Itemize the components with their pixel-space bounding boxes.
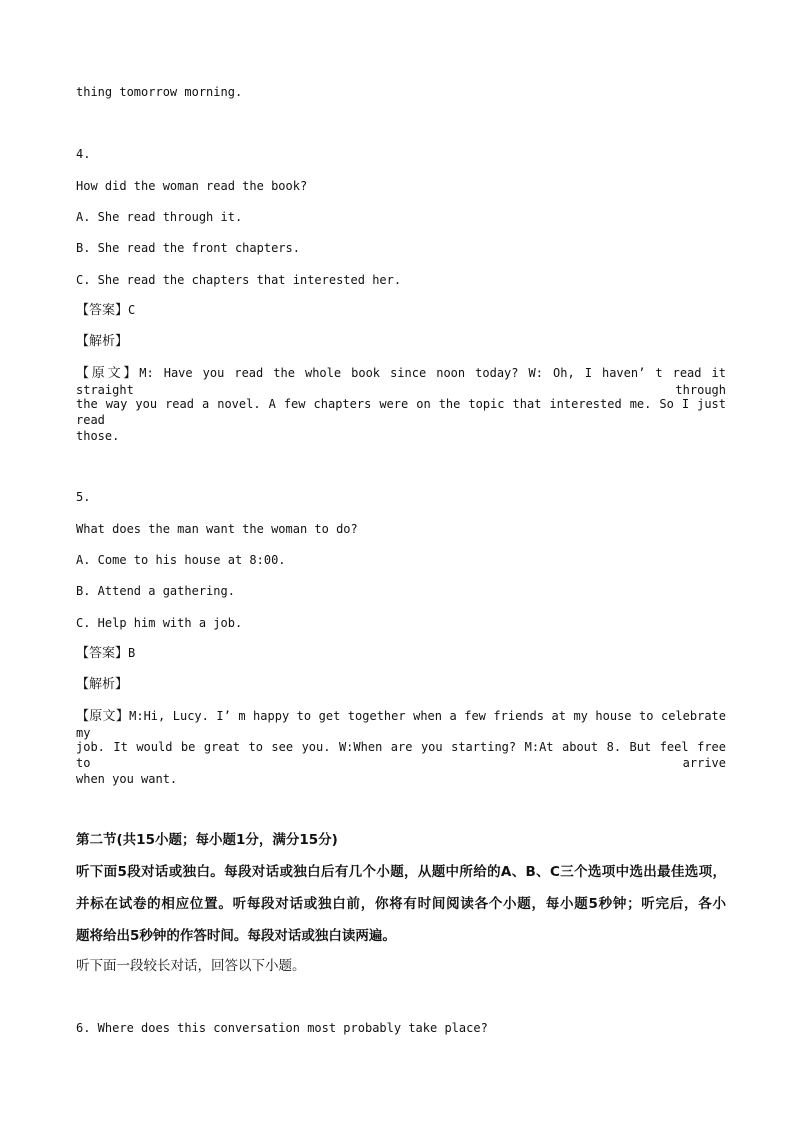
- question-4-analysis: [76, 333, 128, 350]
- script-text: M: Have you read the whole book since noon today? W: Oh, I haven’ t read it straight through: [76, 366, 726, 397]
- question-5-option-b: B. Attend a gathering.: [76, 584, 235, 598]
- question-5-script-line-1: [76, 708, 726, 741]
- question-4-script-line-3: those.: [76, 429, 120, 443]
- question-4-option-a: A. She read through it.: [76, 210, 243, 224]
- question-5-text: What does the man want the woman to do?: [76, 522, 358, 536]
- section-instructions-line-1: 听下面5段对话或独白。每段对话或独白后有几个小题，从题中所给的A、B、C三个选项中选出最佳选项，: [76, 864, 726, 880]
- question-5-option-a: A. Come to his house at 8:00.: [76, 553, 286, 567]
- question-4-text: How did the woman read the book?: [76, 179, 308, 193]
- section-instructions-line-2: 并标在试卷的相应位置。听每段对话或独白前，你将有时间阅读各个小题，每小题5秒钟；听完后，各小: [76, 896, 726, 912]
- script-tag: 【原文】: [76, 366, 140, 381]
- script-tag: 【原文】: [76, 709, 130, 724]
- question-5-number: 5.: [76, 490, 91, 504]
- answer-tag: 【答案】: [76, 303, 129, 318]
- question-4-script-line-1: [76, 365, 726, 398]
- answer-value: B: [128, 646, 136, 660]
- question-5-script-line-3: when you want.: [76, 772, 178, 786]
- carry-over-text: thing tomorrow morning.: [76, 85, 243, 99]
- question-4-answer: [76, 302, 135, 319]
- section-sub-instructions: 听下面一段较长对话，回答以下小题。: [76, 958, 306, 974]
- answer-value: C: [128, 303, 136, 317]
- section-title: 第二节(共15小题；每小题1分，满分15分): [76, 832, 338, 848]
- analysis-tag: 【解析】: [76, 677, 129, 692]
- script-text: M:Hi, Lucy. I’ m happy to get together when a few friends at my house to celebrate my: [76, 709, 726, 740]
- answer-tag: 【答案】: [76, 646, 129, 661]
- analysis-tag: 【解析】: [76, 334, 129, 349]
- question-4-script-line-2: the way you read a novel. A few chapters were on the topic that interested me. So I just read: [76, 397, 726, 427]
- question-5-answer: [76, 645, 135, 662]
- section-instructions-line-3: 题将给出5秒钟的作答时间。每段对话或独白读两遍。: [76, 928, 396, 944]
- question-5-analysis: [76, 676, 128, 693]
- question-4-number: 4.: [76, 147, 91, 161]
- question-4-option-b: B. She read the front chapters.: [76, 241, 300, 255]
- question-5-option-c: C. Help him with a job.: [76, 616, 243, 630]
- question-6-text: 6. Where does this conversation most probably take place?: [76, 1021, 488, 1035]
- question-4-option-c: C. She read the chapters that interested her.: [76, 273, 402, 287]
- question-5-script-line-2: job. It would be great to see you. W:When are you starting? M:At about 8. But feel free to arrive: [76, 740, 726, 770]
